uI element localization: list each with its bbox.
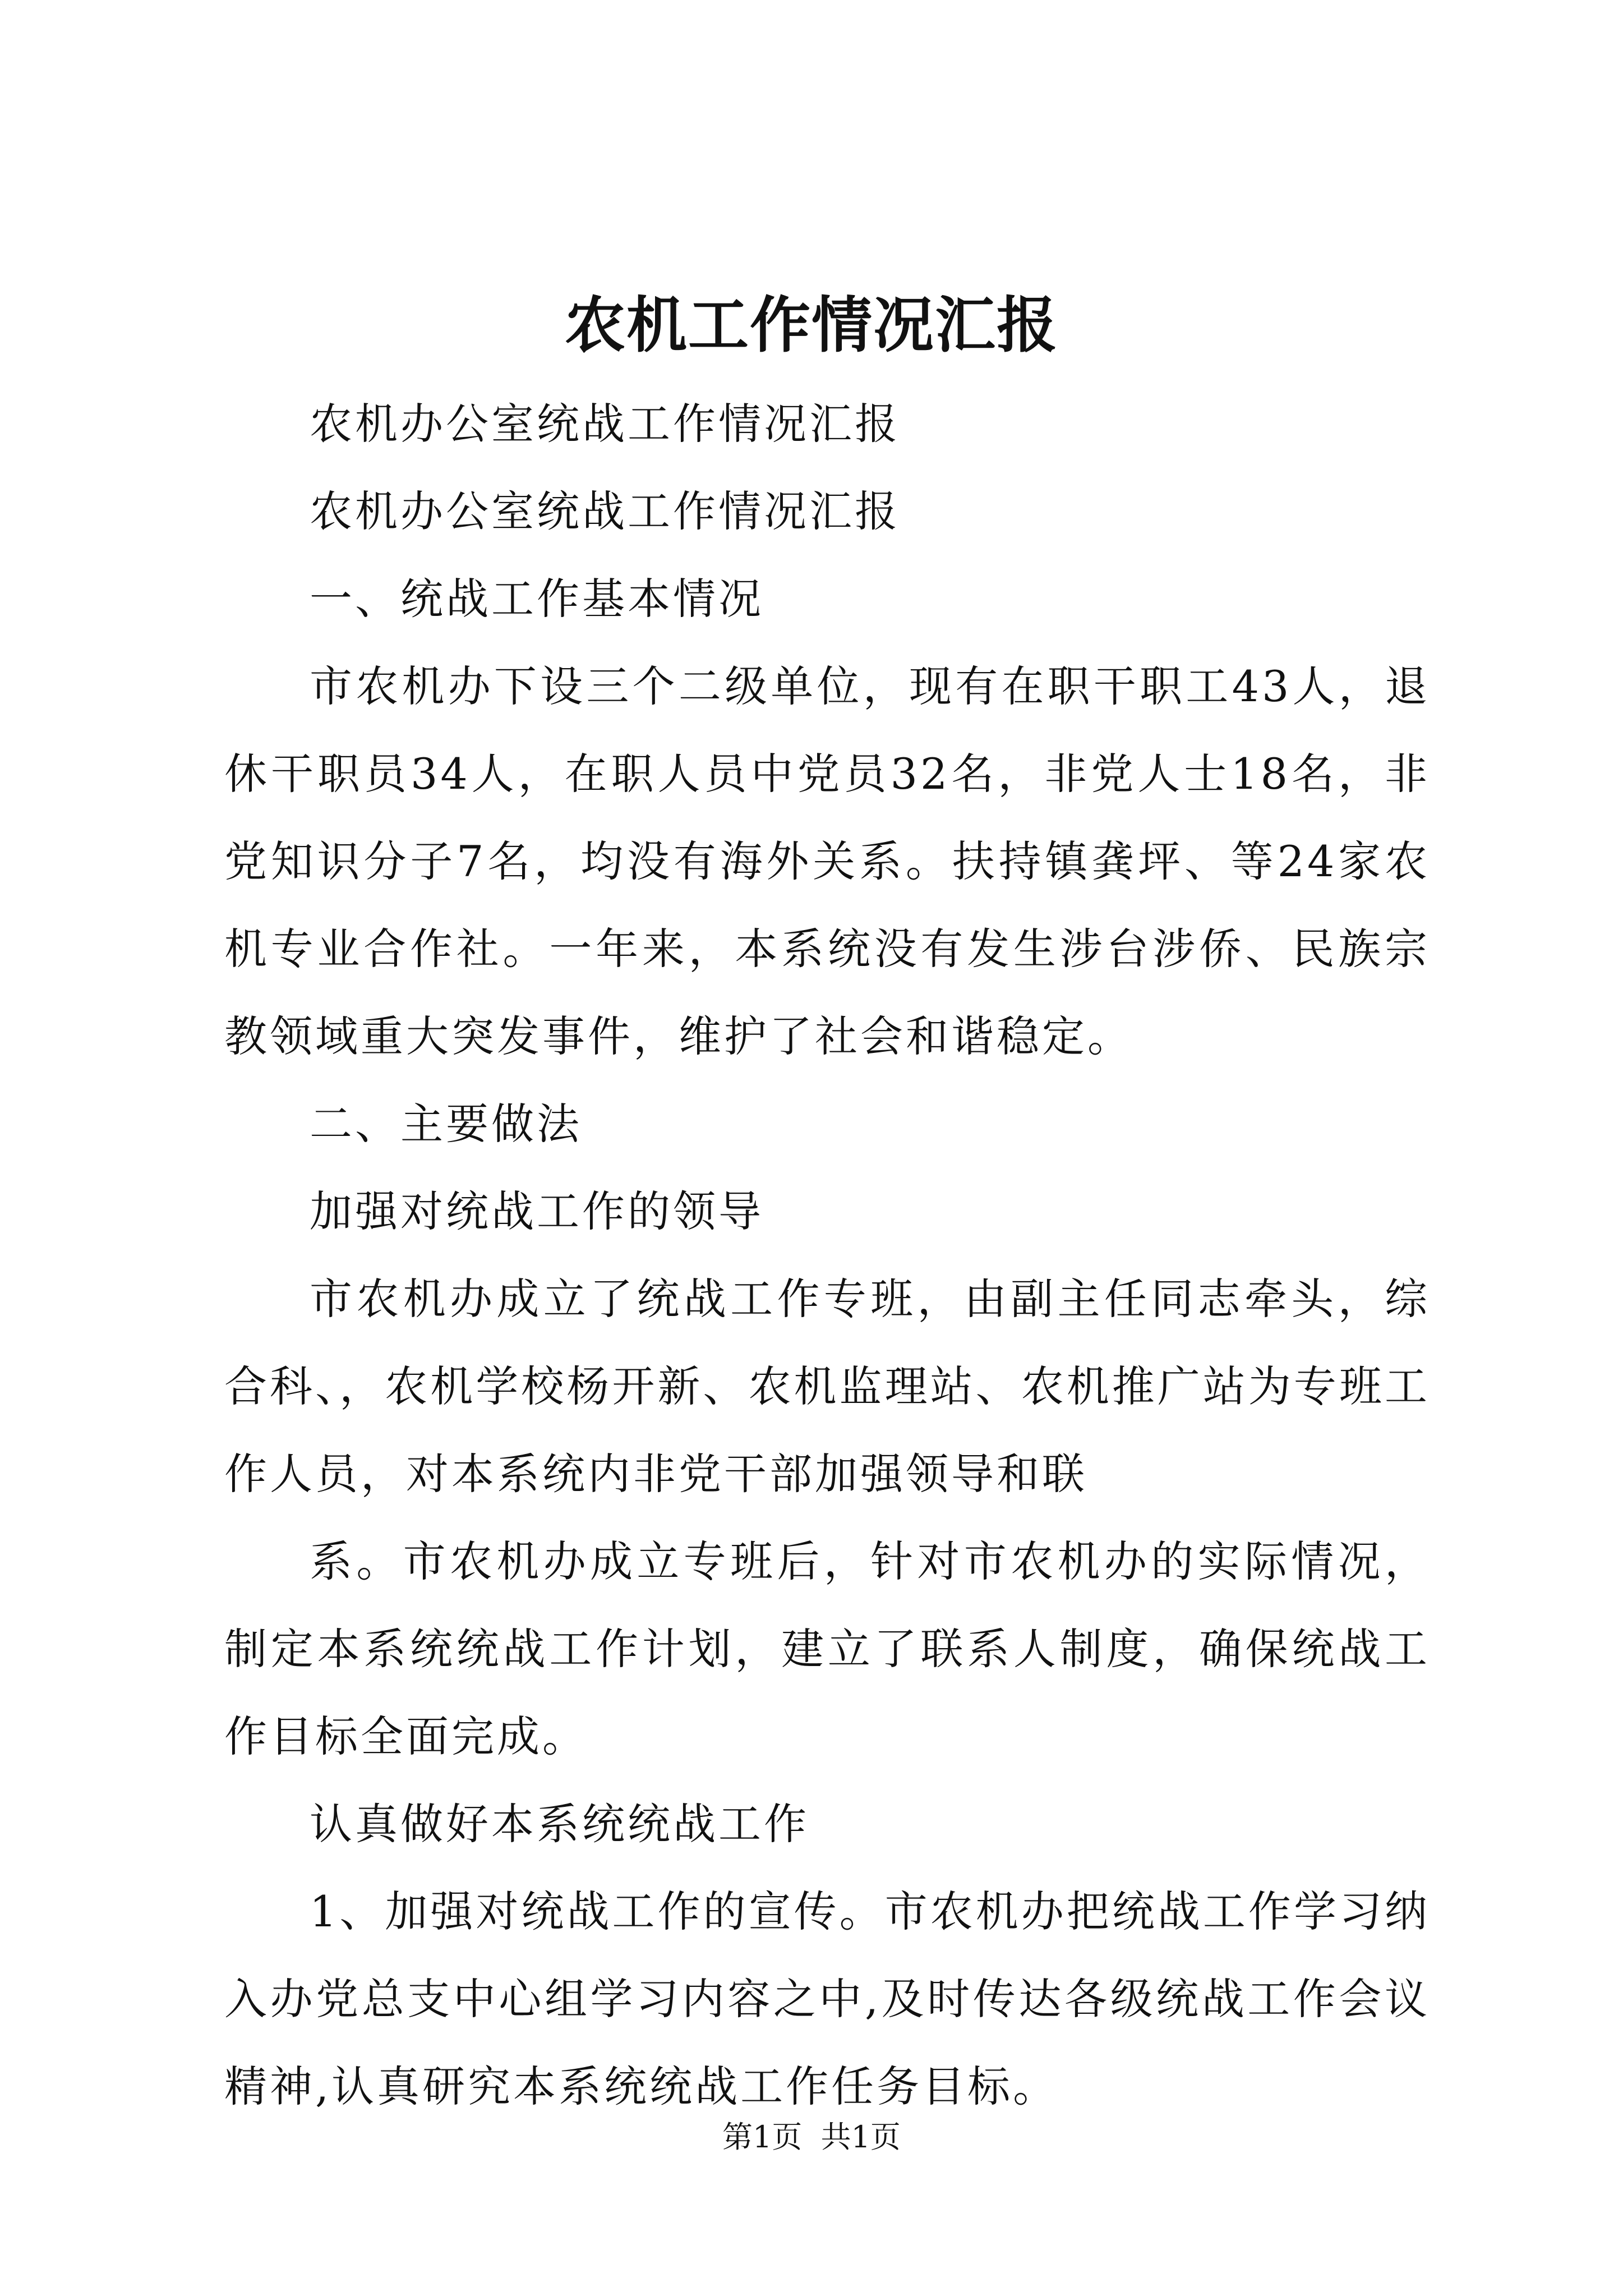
subsection-heading: 加强对统战工作的领导 — [310, 1186, 764, 1236]
paragraph: 农机办公室统战工作情况汇报 — [310, 486, 900, 536]
paragraph: 1、加强对统战工作的宣传。市农机办把统战工作学习纳入办党总支中心组学习内容之中,及时传达各级统战工作会议精神,认真研究本系统统战工作任务目标。 — [224, 1887, 1430, 2111]
paragraph: 市农机办成立了统战工作专班，由副主任同志牵头，综合科、，农机学校杨开新、农机监理站、农机推广站为专班工作人员，对本系统内非党干部加强领导和联 — [224, 1274, 1430, 1499]
document-title: 农机工作情况汇报 — [564, 290, 1058, 361]
section-heading: 二、主要做法 — [310, 1099, 582, 1149]
subsection-heading: 认真做好本系统统战工作 — [310, 1799, 809, 1849]
paragraph: 农机办公室统战工作情况汇报 — [310, 399, 900, 449]
section-heading: 一、统战工作基本情况 — [310, 574, 764, 624]
page-total: 共1页 — [820, 2119, 901, 2155]
document-body — [224, 380, 1430, 2131]
page-number: 第1页 — [722, 2119, 803, 2155]
page-footer — [0, 2115, 1623, 2160]
paragraph: 系。市农机办成立专班后，针对市农机办的实际情况，制定本系统统战工作计划，建立了联系人制度，确保统战工作目标全面完成。 — [224, 1536, 1430, 1761]
paragraph: 市农机办下设三个二级单位，现有在职干职工43人，退休干职员34人，在职人员中党员32名，非党人士18名，非党知识分子7名，均没有海外关系。扶持镇龚坪、等24家农机专业合作社。一年来，本系统没有发生涉台涉侨、民族宗教领域重大突发事件，维护了社会和谐稳定。 — [224, 661, 1430, 1061]
